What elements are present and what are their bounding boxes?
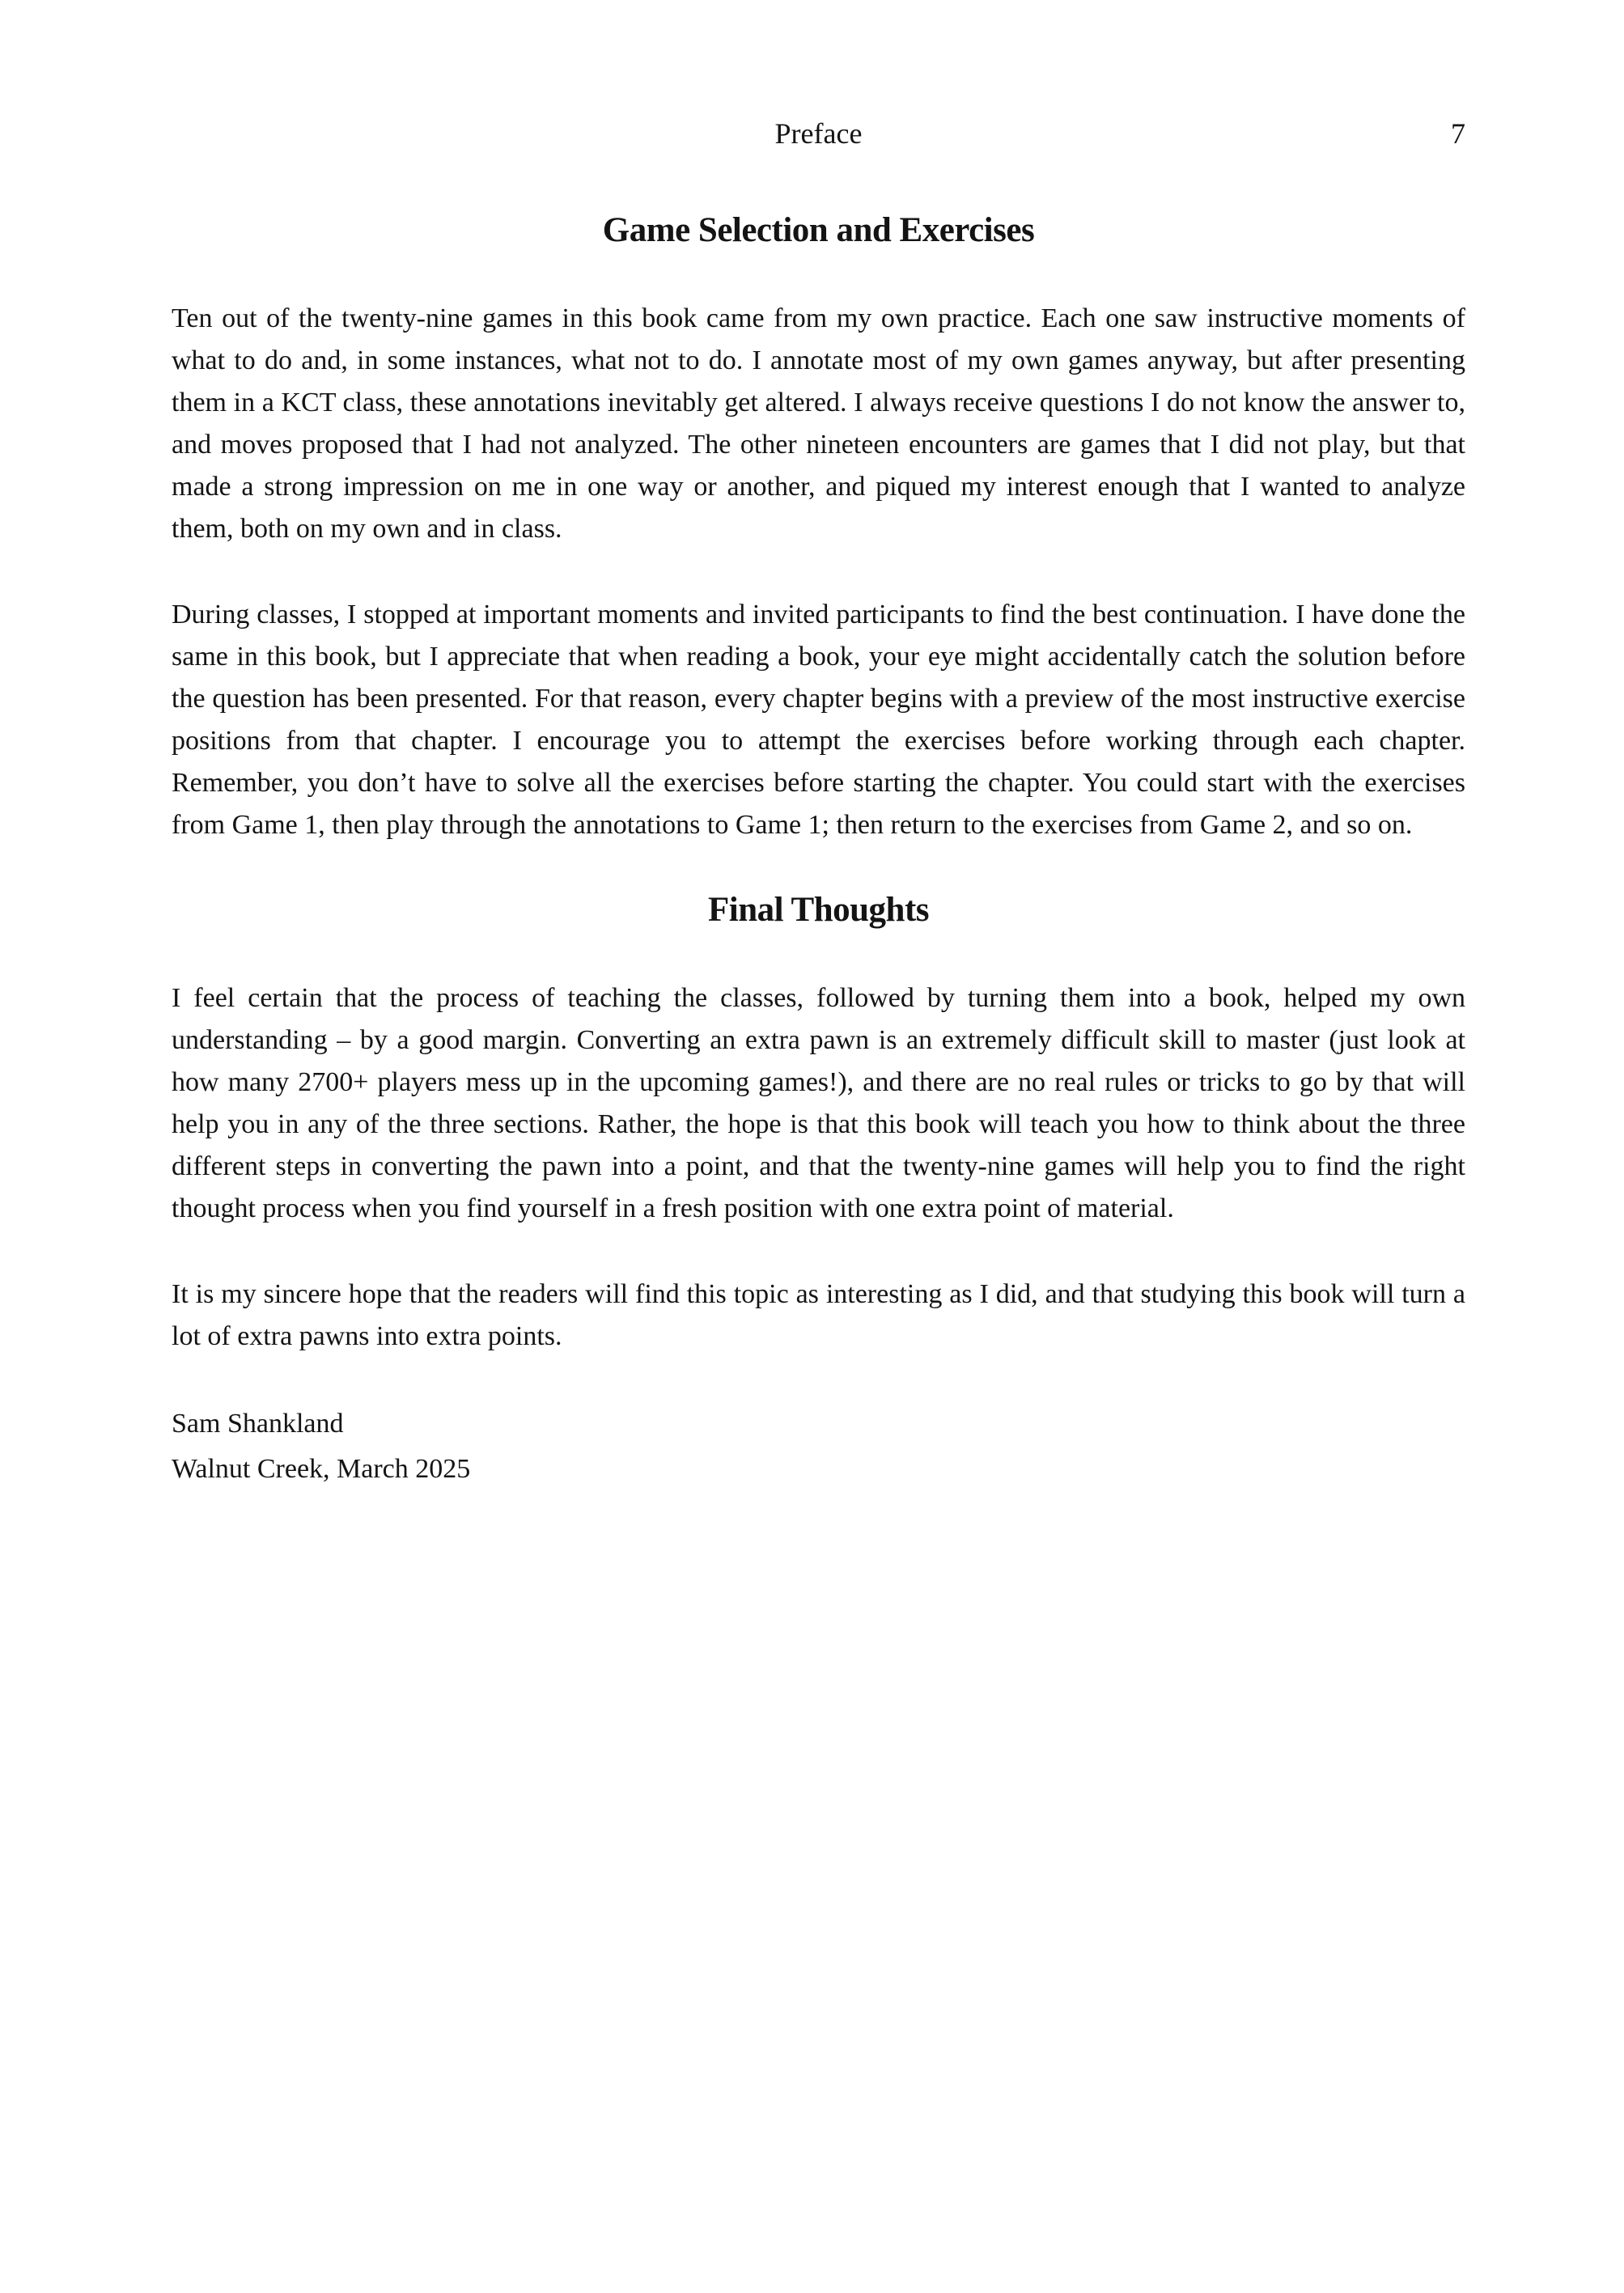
section-game-selection-and-exercises (172, 210, 1465, 846)
section-final-thoughts (172, 890, 1465, 1358)
section-heading-final-thoughts: Final Thoughts (707, 891, 930, 929)
running-header (172, 115, 1465, 152)
running-head-title: Preface (774, 117, 863, 150)
paragraph-final-thoughts-1: I feel certain that the process of teaching the classes, followed by turning them into a book, helped my own understanding – by a good margin. Converting an extra pawn is an extremely difficult skill to master (just look at how many 2700+ players mess up in the upcoming games!), and there are no real rules or tricks to go by that will help you in any of the three sections. Rather, the hope is that this book will teach you how to think about the three different steps in converting the pawn into a point, and that the twenty-nine games will help you to find the right thought process when you find yourself in a fresh position with one extra point of material. (172, 983, 1465, 1223)
paragraph-game-selection-2: During classes, I stopped at important moments and invited participants to find the best continuation. I have done the same in this book, but I appreciate that when reading a book, your eye might accidentally catch the solution before the question has been presented. For that reason, every chapter begins with a preview of the most instructive exercise positions from that chapter. I encourage you to attempt the exercises before working through each chapter. Remember, you don’t have to solve all the exercises before starting the chapter. You could start with the exercises from Game 1, then play through the annotations to Game 1; then return to the exercises from Game 2, and so on. (172, 600, 1465, 840)
paragraph-game-selection-1: Ten out of the twenty-nine games in this book came from my own practice. Each one saw instructive moments of what to do and, in some instances, what not to do. I annotate most of my own games anyway, but after presenting them in a KCT class, these annotations inevitably get altered. I always receive questions I do not know the answer to, and moves proposed that I had not analyzed. The other nineteen encounters are games that I did not play, but that made a strong impression on me in one way or another, and piqued my interest enough that I wanted to analyze them, both on my own and in class. (172, 303, 1465, 544)
signature-block (172, 1401, 1465, 1492)
section-heading-game-selection: Game Selection and Exercises (602, 211, 1035, 249)
page-number: 7 (1451, 117, 1465, 150)
author-name: Sam Shankland (172, 1409, 344, 1439)
paragraph-final-thoughts-2: It is my sincere hope that the readers will find this topic as interesting as I did, and that studying this book will turn a lot of extra pawns into extra points. (172, 1279, 1465, 1351)
signature-location-date: Walnut Creek, March 2025 (172, 1454, 471, 1484)
